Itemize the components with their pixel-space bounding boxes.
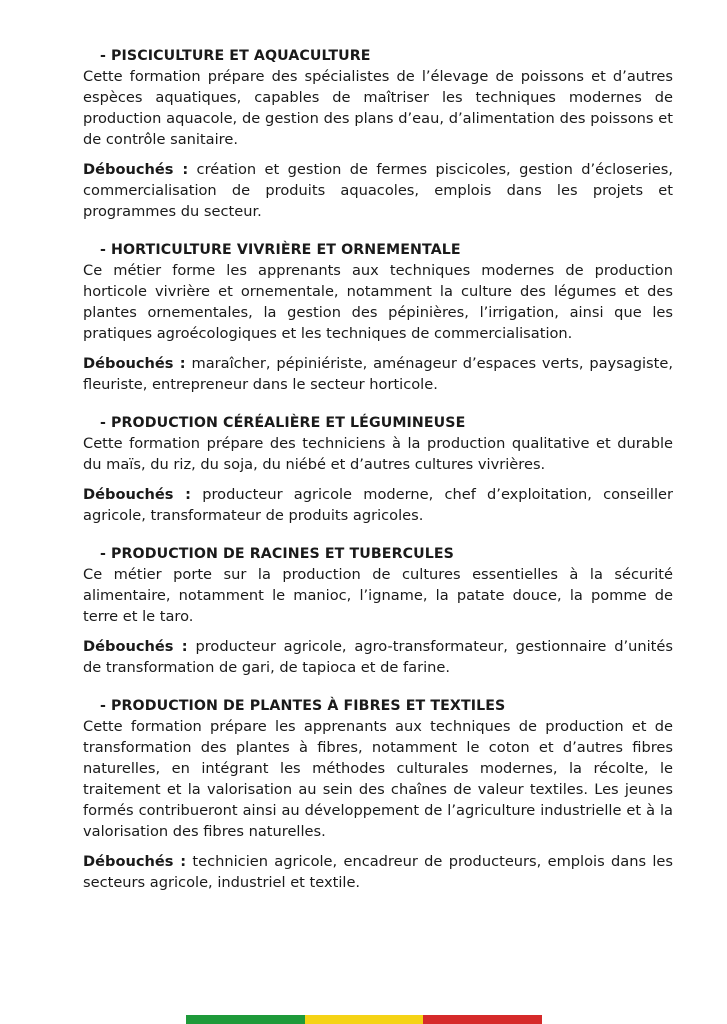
outlets-text: technicien agricole, encadreur de producteurs, emplois dans les secteurs agricole, industriel et textile. xyxy=(83,853,673,891)
outlets-text: création et gestion de fermes piscicoles, gestion d’écloseries, commercialisation de produits aquacoles, emplois dans les projets et programmes du secteur. xyxy=(83,161,673,220)
outlets-label: Débouchés : xyxy=(83,355,186,372)
outlets-label: Débouchés : xyxy=(83,486,191,503)
section-outlets xyxy=(83,484,673,526)
section-description: Cette formation prépare des spécialistes de l’élevage de poissons et d’autres espèces aquatiques, capables de maîtriser les techniques modernes de production aquacole, de gestion des plans d’eau, d’alimentation des poissons et de contrôle sanitaire. xyxy=(83,68,673,148)
outlets-text: producteur agricole, agro-transformateur, gestionnaire d’unités de transformation de gari, de tapioca et de farine. xyxy=(83,638,673,676)
section-outlets xyxy=(83,851,673,893)
section-description: Ce métier forme les apprenants aux techniques modernes de production horticole vivrière et ornementale, notamment la culture des légumes et des plantes ornementales, la gestion des pépinières, l’irrigation, ainsi que les pratiques agroécologiques et les techniques de commercialisation. xyxy=(83,262,673,342)
outlets-label: Débouchés : xyxy=(83,638,188,655)
section-heading: - PRODUCTION DE PLANTES À FIBRES ET TEXTILES xyxy=(100,698,506,714)
flag-yellow-band xyxy=(305,1015,424,1024)
section-description: Cette formation prépare des techniciens à la production qualitative et durable du maïs, du riz, du soja, du niébé et d’autres cultures vivrières. xyxy=(83,435,673,473)
document-body xyxy=(83,46,673,911)
section-pisciculture xyxy=(83,46,673,222)
section-heading: - PRODUCTION CÉRÉALIÈRE ET LÉGUMINEUSE xyxy=(100,415,466,431)
section-description: Cette formation prépare les apprenants aux techniques de production et de transformation des plantes à fibres, notamment le coton et d’autres fibres naturelles, en intégrant les méthodes culturales modernes, la récolte, le traitement et la valorisation au sein des chaînes de valeur textiles. Les jeunes formés contribueront ainsi au développement de l’agriculture industrielle et à la valorisation des fibres naturelles. xyxy=(83,718,673,840)
section-outlets xyxy=(83,159,673,222)
section-outlets xyxy=(83,636,673,678)
section-heading: - PISCICULTURE ET AQUACULTURE xyxy=(100,48,371,64)
section-heading: - PRODUCTION DE RACINES ET TUBERCULES xyxy=(100,546,454,562)
section-outlets xyxy=(83,353,673,395)
flag-green-band xyxy=(186,1015,305,1024)
outlets-label: Débouchés : xyxy=(83,853,187,870)
section-description: Ce métier porte sur la production de cultures essentielles à la sécurité alimentaire, notamment le manioc, l’igname, la patate douce, la pomme de terre et le taro. xyxy=(83,566,673,625)
outlets-text: maraîcher, pépiniériste, aménageur d’espaces verts, paysagiste, fleuriste, entrepreneur dans le secteur horticole. xyxy=(83,355,673,393)
section-cereales xyxy=(83,413,673,526)
outlets-text: producteur agricole moderne, chef d’exploitation, conseiller agricole, transformateur de produits agricoles. xyxy=(83,486,674,524)
outlets-label: Débouchés : xyxy=(83,161,189,178)
section-racines xyxy=(83,544,673,678)
section-horticulture xyxy=(83,240,673,395)
section-fibres xyxy=(83,696,673,893)
flag-red-band xyxy=(423,1015,542,1024)
flag-stripe xyxy=(186,1015,542,1024)
section-heading: - HORTICULTURE VIVRIÈRE ET ORNEMENTALE xyxy=(100,242,461,258)
